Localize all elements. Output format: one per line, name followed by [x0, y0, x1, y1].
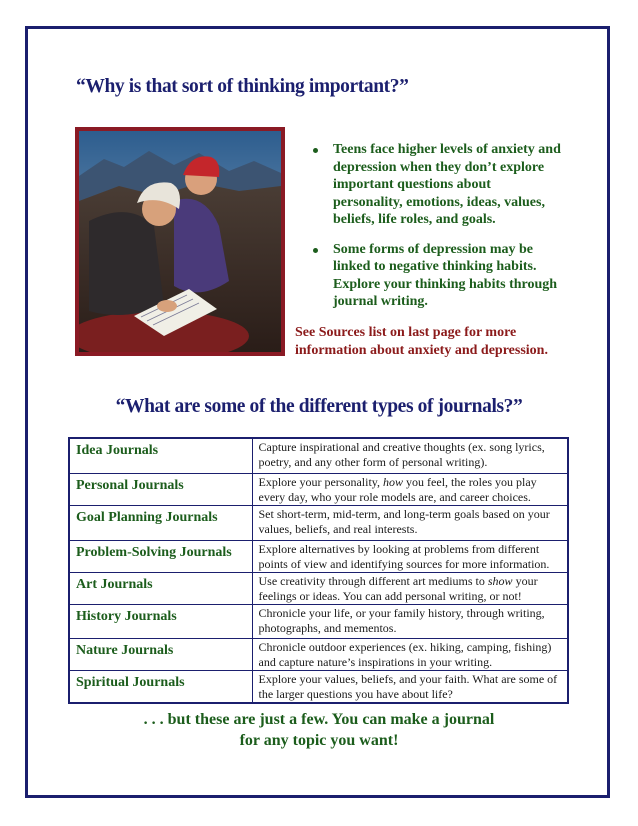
- closing-line-1: . . . but these are just a few. You can make a journal: [143, 711, 495, 728]
- journal-description: Use creativity through different art mediums to show your feelings or ideas. You can add personal writing, or not!: [252, 572, 568, 604]
- journal-description: Chronicle outdoor experiences (ex. hiking, camping, fishing) and capture nature’s inspirations in your writing.: [252, 638, 568, 670]
- journal-type: Problem-Solving Journals: [69, 540, 252, 572]
- heading-why-thinking-important: “Why is that sort of thinking important?”: [76, 76, 409, 97]
- table-row: [69, 473, 568, 505]
- journal-description: Set short-term, mid-term, and long-term goals based on your values, beliefs, and real interests.: [252, 505, 568, 540]
- table-row: [69, 638, 568, 670]
- table-row: [69, 438, 568, 473]
- heading-types-of-journals: “What are some of the different types of journals?”: [115, 396, 523, 417]
- journal-type: Goal Planning Journals: [69, 505, 252, 540]
- sources-note: See Sources list on last page for more information about anxiety and depression.: [295, 325, 548, 358]
- bullet-item: [313, 141, 563, 229]
- journal-type: Idea Journals: [69, 438, 252, 473]
- bullet-text: Teens face higher levels of anxiety and depression when they don’t explore important questions about personality, emotions, ideas, values, beliefs, life roles, and goals.: [333, 142, 561, 227]
- journal-type: History Journals: [69, 604, 252, 638]
- journal-type: Spiritual Journals: [69, 670, 252, 703]
- journal-description: Explore your values, beliefs, and your faith. What are some of the larger questions you have about life?: [252, 670, 568, 703]
- bullet-dot-icon: [313, 148, 318, 153]
- journal-type: Personal Journals: [69, 473, 252, 505]
- journal-description: Chronicle your life, or your family history, through writing, photographs, and mementos.: [252, 604, 568, 638]
- table-row: [69, 505, 568, 540]
- journal-type: Art Journals: [69, 572, 252, 604]
- journal-description: Explore your personality, how you feel, the roles you play every day, who your role models are, and career choices.: [252, 473, 568, 505]
- journal-description: Capture inspirational and creative thoughts (ex. song lyrics, poetry, and any other form of personal writing).: [252, 438, 568, 473]
- table-row: [69, 670, 568, 703]
- photo-illustration: [79, 131, 281, 352]
- bullet-item: [313, 241, 563, 311]
- journal-types-table: [68, 437, 569, 704]
- table-row: [69, 572, 568, 604]
- table-row: [69, 604, 568, 638]
- closing-line-2: for any topic you want!: [239, 732, 399, 749]
- teens-journal-writing-photo: [75, 127, 285, 356]
- journal-type: Nature Journals: [69, 638, 252, 670]
- anxiety-bullet-list: [313, 141, 563, 323]
- table-row: [69, 540, 568, 572]
- closing-message: [0, 709, 638, 751]
- bullet-dot-icon: [313, 248, 318, 253]
- bullet-text: Some forms of depression may be linked to negative thinking habits. Explore your thinking habits through journal writing.: [333, 241, 558, 309]
- journal-description: Explore alternatives by looking at problems from different points of view and identifying sources for more information.: [252, 540, 568, 572]
